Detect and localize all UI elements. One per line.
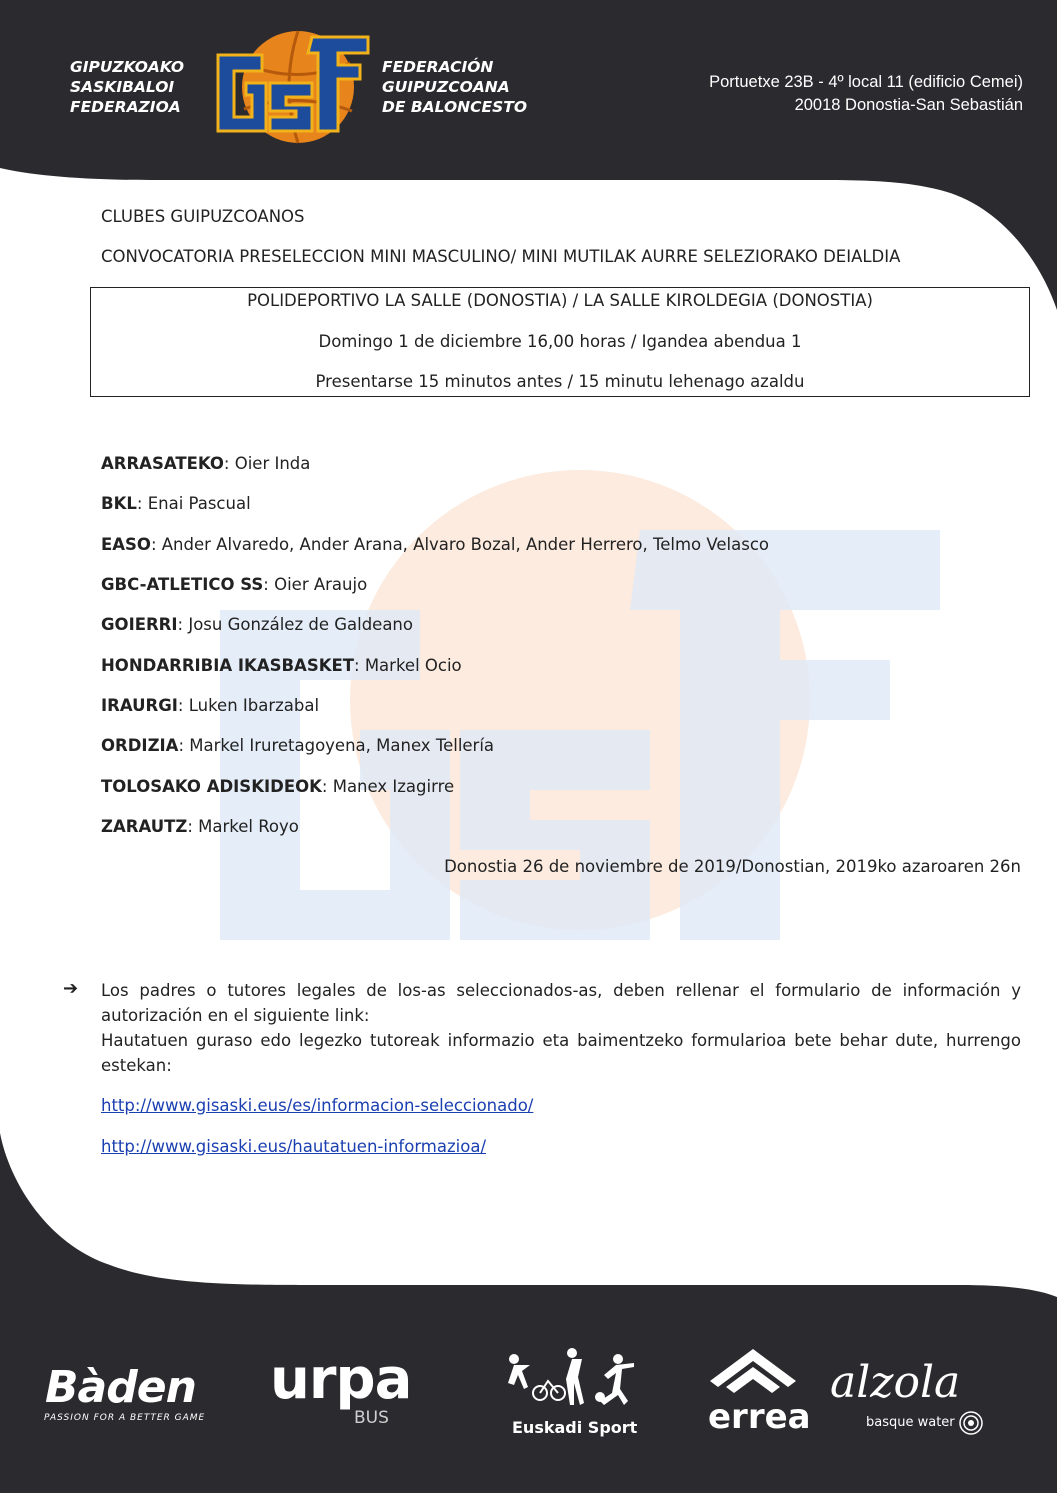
sponsor-alzola-logo: alzola [830, 1357, 961, 1408]
org-name-spanish: FEDERACIÓN GUIPUZCOANA DE BALONCESTO [382, 58, 528, 116]
club-name: EASO [101, 535, 151, 554]
signature-date: Donostia 26 de noviembre de 2019/Donostian, 2019ko azaroaren 26n [444, 857, 1021, 876]
note-basque: Hautatuen guraso edo legezko tutoreak informazio eta baimentzeko formularioa bete behar dute, hurrengo estekan: [101, 1031, 1021, 1075]
club-row [101, 817, 299, 836]
club-name: HONDARRIBIA IKASBASKET [101, 656, 355, 675]
club-players: : Markel Ocio [354, 656, 462, 675]
header-background [0, 0, 1057, 330]
club-row [101, 494, 251, 513]
club-players: : Manex Izagirre [321, 777, 455, 796]
address-line: Portuetxe 23B - 4º local 11 (edificio Cemei) [709, 73, 1023, 91]
sponsor-alzola-sub: basque water [866, 1415, 955, 1430]
club-players: : Markel Royo [187, 817, 299, 836]
club-name: GOIERRI [101, 615, 178, 634]
sponsor-baden-tagline: PASSION FOR A BETTER GAME [44, 1413, 206, 1423]
recipients: CLUBES GUIPUZCOANOS [101, 207, 305, 226]
club-row [101, 777, 454, 796]
club-name: GBC-ATLETICO SS [101, 575, 264, 594]
club-players: : Markel Iruretagoyena, Manex Tellería [178, 736, 495, 755]
club-row [101, 575, 367, 594]
club-row [101, 656, 462, 675]
arrival-instructions: Presentarse 15 minutos antes / 15 minutu lehenago azaldu [315, 372, 805, 391]
club-name: ARRASATEKO [101, 454, 224, 473]
org-name-basque: GIPUZKOAKO SASKIBALOI FEDERAZIOA [70, 58, 185, 116]
club-name: IRAURGI [101, 696, 178, 715]
link-basque-form[interactable]: http://www.gisaski.eus/hautatuen-informazioa/ [101, 1137, 487, 1156]
link-spanish-form[interactable]: http://www.gisaski.eus/es/informacion-seleccionado/ [101, 1096, 534, 1115]
sponsor-errea-logo: errea [708, 1397, 811, 1437]
club-row [101, 736, 494, 755]
club-players: : Oier Inda [223, 454, 311, 473]
club-row [101, 454, 310, 473]
federation-logo [200, 25, 375, 145]
euskadi-sport-figures-icon [500, 1345, 640, 1415]
club-row [101, 535, 769, 554]
note-spanish: Los padres o tutores legales de los-as seleccionados-as, deben rellenar el formulario de información y autorización en el siguiente link: [101, 981, 1021, 1025]
page-footer [0, 1125, 1057, 1493]
footer-background [0, 1125, 1057, 1493]
address-line: 20018 Donostia-San Sebastián [794, 96, 1023, 114]
address [709, 71, 1023, 117]
club-players: : Ander Alvaredo, Ander Arana, Alvaro Bozal, Ander Herrero, Telmo Velasco [150, 535, 770, 554]
sponsor-baden-logo: Bàden [45, 1362, 196, 1413]
club-name: TOLOSAKO ADISKIDEOK [101, 777, 322, 796]
water-drop-icon [958, 1410, 984, 1436]
arrow-bullet-icon: ➔ [63, 978, 79, 999]
club-name: BKL [101, 494, 137, 513]
club-players: : Oier Araujo [263, 575, 368, 594]
club-players: : Luken Ibarzabal [177, 696, 320, 715]
errea-diamond-icon [708, 1347, 798, 1395]
sponsor-urpa-logo: urpa [270, 1347, 412, 1412]
club-players: : Enai Pascual [136, 494, 251, 513]
club-players: : Josu González de Galdeano [177, 615, 413, 634]
event-date: Domingo 1 de diciembre 16,00 horas / Igandea abendua 1 [318, 332, 802, 351]
subject: CONVOCATORIA PRESELECCION MINI MASCULINO/ MINI MUTILAK AURRE SELEZIORAKO DEIALDIA [101, 247, 901, 266]
club-row [101, 696, 319, 715]
page-header [0, 0, 1057, 330]
club-name: ORDIZIA [101, 736, 179, 755]
instructions-note [101, 978, 1021, 1078]
event-info-box [90, 287, 1030, 397]
sponsor-urpa-sub: BUS [354, 1408, 389, 1428]
club-name: ZARAUTZ [101, 817, 188, 836]
sponsor-euskadi-sport: Euskadi Sport [512, 1418, 638, 1437]
venue: POLIDEPORTIVO LA SALLE (DONOSTIA) / LA SALLE KIROLDEGIA (DONOSTIA) [247, 291, 873, 310]
club-row [101, 615, 413, 634]
